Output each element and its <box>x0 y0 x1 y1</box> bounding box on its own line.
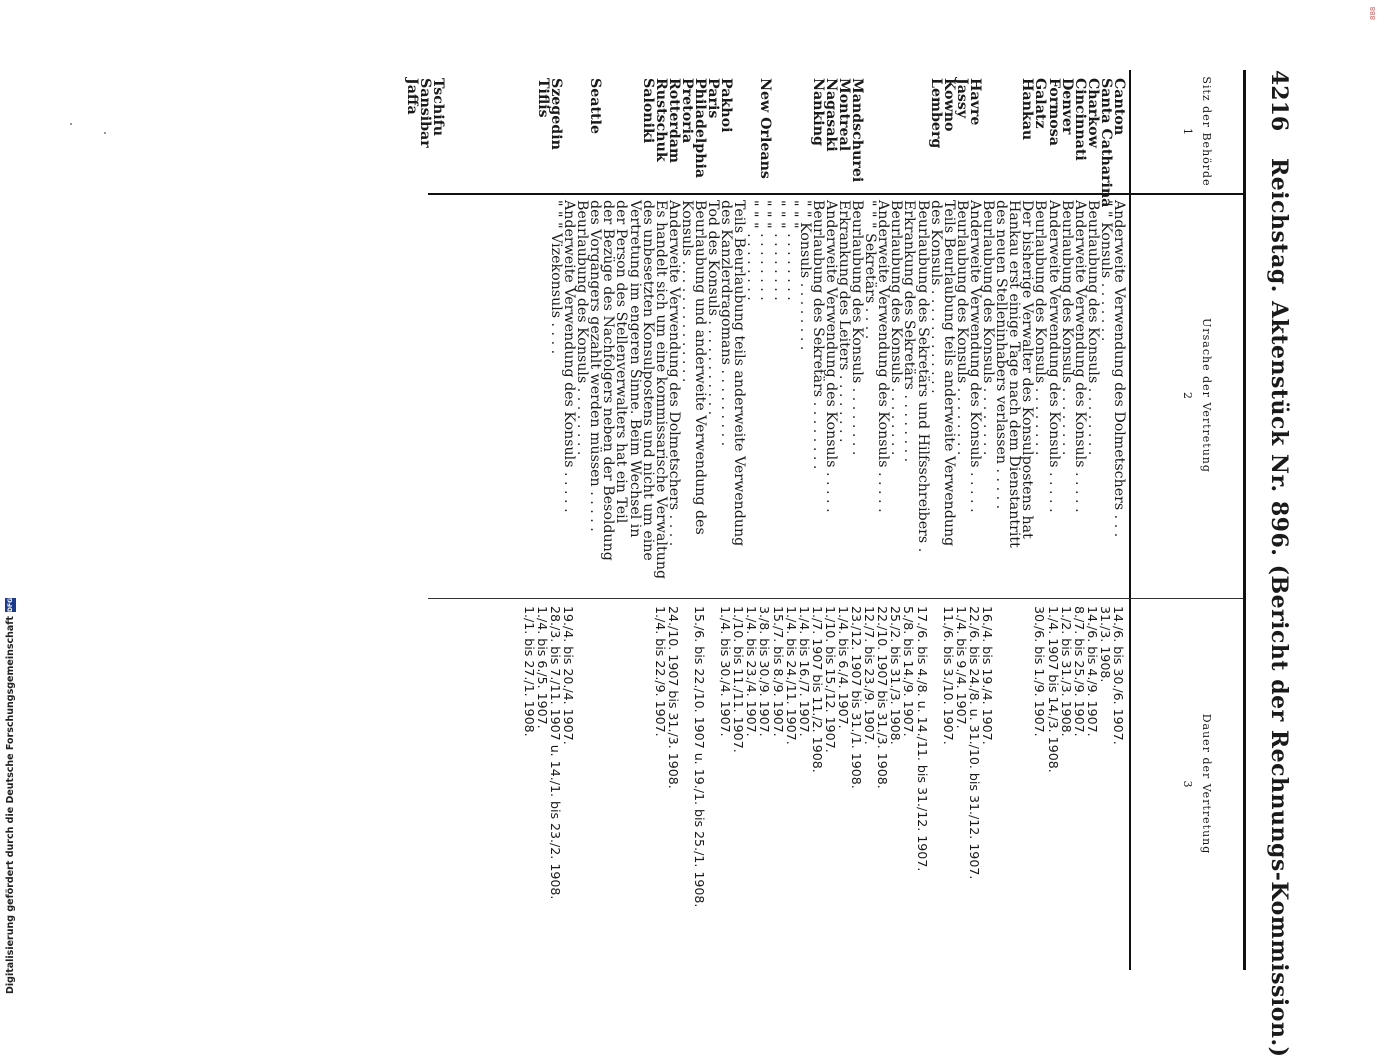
duration-cell <box>588 606 601 966</box>
seat-cell <box>916 78 929 190</box>
seat-cell: Montreal <box>836 78 853 152</box>
cause-cell: des Vorgängers gezahlt werden müssen . . . . . <box>587 200 604 532</box>
duration-cell <box>627 606 640 966</box>
cause-cell: der Person des Stellenverwalters hat ein Teil <box>613 200 630 524</box>
seat-cell: Nagasaki <box>822 78 839 152</box>
seat-cell <box>889 78 902 190</box>
seat-cell: Saloniki <box>639 78 656 144</box>
cause-cell: Anderweite Verwendung des Konsuls . . . . . <box>1045 200 1062 513</box>
cause-cell: Der bisherige Verwalter des Konsulpostens hat <box>1019 200 1036 539</box>
seat-cell: Rustschuk <box>652 78 669 162</box>
duration-cell: 1./4. bis 6./5. 1907. <box>534 606 550 729</box>
seat-cell: Paris <box>705 78 722 119</box>
duration-cell: 1./4. bis 9./4. 1907. <box>953 606 969 729</box>
seat-cell: Philadelphia <box>692 78 708 179</box>
seat-cell: Szegedin <box>547 78 564 150</box>
scanned-page <box>403 70 1298 1058</box>
seat-cell <box>1007 78 1020 190</box>
column-divider <box>428 598 1243 599</box>
duration-cell: 1./4. bis 24./11. 1907. <box>783 606 799 745</box>
duration-cell: 1./4. bis 22./9. 1907. <box>652 606 668 737</box>
seat-cell: Havre <box>966 78 983 126</box>
cause-cell: Anderweite Verwendung des Dolmetschers . . . . <box>665 200 682 547</box>
cause-cell: des neuen Stelleninhabers verlassen . . . . . <box>993 200 1010 510</box>
seat-cell <box>902 78 915 190</box>
duration-cell <box>614 606 627 966</box>
cause-cell: des Kanzlerdragomans . . . . . . . . . <box>718 200 735 447</box>
duration-cell: 12./7. bis 23./9. 1907. <box>862 606 878 745</box>
duration-cell: 14./6. bis 30./6. 1907. <box>1111 606 1126 745</box>
duration-cell: 1./2. bis 31./3. 1908. <box>1058 606 1074 737</box>
seat-cell <box>444 78 457 190</box>
cause-cell: Teils Beurlaubung teils anderweite Verwendung <box>731 200 748 547</box>
column-divider <box>428 193 1243 195</box>
cause-cell: Erkrankung des Sekretärs . . . . . . . . <box>901 200 918 463</box>
seat-cell: Tiflis <box>534 78 551 118</box>
column-title: Dauer der Vertretung <box>1200 713 1213 855</box>
duration-cell: 1./10. bis 15./12. 1907. <box>822 606 838 753</box>
duration-cell: 8./7. bis 25./9. 1907. <box>1071 606 1087 737</box>
cause-cell: Beurlaubung des Konsuls . . . . . . . . <box>1032 200 1049 456</box>
duration-cell: 24./10. 1907 bis 31./3. 1908. <box>665 606 681 789</box>
seat-cell: New Orleans <box>757 78 774 179</box>
duration-cell: 14./6. bis 4./9. 1907. <box>1084 606 1100 737</box>
seat-cell <box>798 78 811 190</box>
seat-cell: Canton <box>1111 78 1127 136</box>
duration-cell: 16./4. bis 19./4. 1907. <box>980 606 996 745</box>
duration-cell <box>1020 606 1033 966</box>
duration-cell: 1./4. bis 30./4. 1907. <box>718 606 734 737</box>
cause-cell: " " Konsuls . . . . . . . . <box>796 200 813 351</box>
cause-cell: " " " . . . . . . . . <box>770 200 787 301</box>
seat-cell <box>601 78 614 190</box>
duration-cell: 1./4. bis 23./4. 1907. <box>744 606 760 737</box>
seat-cell <box>876 78 889 190</box>
duration-cell: 30./6. bis 1./9. 1907. <box>1032 606 1048 737</box>
seat-cell: Jaffa <box>403 78 420 115</box>
duration-cell <box>641 606 654 966</box>
seat-cell <box>994 78 1007 190</box>
cause-cell: Vertretung im engeren Sinne. Beim Wechsel in <box>626 200 643 538</box>
dfg-logo: DFG <box>6 598 14 613</box>
seat-cell: Hankau <box>1019 78 1036 141</box>
cause-cell: " " " . . . . . . . . <box>757 200 774 301</box>
seat-cell: Seattle <box>587 78 604 134</box>
cause-cell: des Konsuls . . . . . . . . . . . . <box>927 200 944 394</box>
column-number: 1 <box>1181 128 1194 135</box>
cause-cell: " " " . . . . . . . . <box>783 200 800 301</box>
duration-cell <box>601 606 614 966</box>
funding-text: Digitalisierung gefördert durch die Deutsche Forschungsgemeinschaft <box>4 616 16 994</box>
seat-cell <box>497 78 510 190</box>
seat-cell: Pakhoi <box>718 78 735 133</box>
duration-cell: 23./12. 1907 bis 31./1. 1908. <box>849 606 865 789</box>
cause-cell: " " " Vizekonsuls . . . . <box>547 200 564 355</box>
duration-cell <box>1007 606 1020 966</box>
seat-column-rows <box>403 78 1127 208</box>
cause-cell: Beurlaubung des Konsuls . . . . . . . . <box>953 200 970 456</box>
duration-cell: 11./6. bis 3./10. 1907. <box>940 606 956 745</box>
seat-cell <box>510 78 523 190</box>
duration-cell: 1./4. 1907 bis 14./3. 1908. <box>1045 606 1061 773</box>
seat-cell <box>483 78 496 190</box>
cause-cell: Tod des Konsuls . . . . . . . . . . . <box>705 200 722 416</box>
seat-cell <box>627 78 640 190</box>
duration-cell: 5./8. bis 14./9. 1907. <box>901 606 917 737</box>
cause-column-rows <box>549 200 1125 592</box>
cause-cell: " " " Sekretärs . . . . <box>862 200 879 340</box>
cause-cell: Teils Beurlaubung teils anderweite Verwendung <box>940 200 957 547</box>
duration-cell <box>680 606 693 966</box>
seat-cell: Sansibar <box>417 78 434 148</box>
cause-cell: Anderweite Verwendung des Konsuls . . . . . <box>1071 200 1088 513</box>
seat-cell: Pretoria <box>678 78 695 144</box>
duration-cell: 1./4. bis 16./7. 1907. <box>796 606 812 737</box>
funding-notice <box>2 594 18 994</box>
duration-cell: 1./1. bis 27./1. 1908. <box>521 606 537 737</box>
duration-cell <box>706 606 719 966</box>
cause-cell: Beurlaubung und anderweite Verwendung des <box>692 200 708 535</box>
cause-cell: Erkrankung des Leiters . . . . . . . . <box>836 200 853 443</box>
seat-cell: Denver <box>1058 78 1075 135</box>
cause-cell: Beurlaubung des Konsuls . . . . . . . . <box>888 200 905 456</box>
seat-cell <box>745 78 758 190</box>
seat-cell: Mandschurei <box>849 78 866 183</box>
corner-mark: 888 <box>1369 6 1377 20</box>
cause-cell: Hankau erst einige Tage nach dem Dienstantritt <box>1006 200 1023 548</box>
duration-cell: 3./8. bis 30./9. 1907. <box>757 606 773 737</box>
column-header-duration <box>1129 598 1243 970</box>
duration-cell <box>929 606 942 966</box>
seat-cell <box>785 78 798 190</box>
cause-cell: " " " . . . . . . . . <box>744 200 761 301</box>
duration-cell <box>575 606 588 966</box>
seat-cell <box>470 78 483 190</box>
column-title: Ursache der Vertretung <box>1200 318 1213 473</box>
cause-cell: Anderweite Verwendung des Konsuls . . . . . <box>822 200 839 513</box>
cause-cell: Konsuls . . . . . . . . . . . . . . <box>678 200 695 383</box>
column-header-seat <box>1129 70 1243 193</box>
page-title: Reichstag. Aktenstück Nr. 896. (Bericht der Rechnungs-Kommission.) <box>1266 158 1292 1058</box>
seat-cell: Tschifu <box>430 78 447 137</box>
seat-cell: Lemberg <box>927 78 944 149</box>
page-number: 4216 <box>1266 70 1292 132</box>
duration-cell <box>994 606 1007 966</box>
duration-cell: 1./7. 1907 bis 11./2. 1908. <box>809 606 825 773</box>
cause-cell: Beurlaubung des Konsuls . . . . . . . . <box>849 200 866 456</box>
cause-cell: Beurlaubung des Konsuls . . . . . . . . <box>1084 200 1101 456</box>
cause-cell: Anderweite Verwendung des Konsuls . . . . . <box>561 200 578 513</box>
duration-cell: 22./10. 1907 bis 31./3. 1908. <box>875 606 891 789</box>
seat-cell <box>771 78 784 190</box>
duration-cell: 31./3. 1908. <box>1097 606 1113 683</box>
cause-cell: Es handelt sich um eine kommissarische Verwaltung <box>652 200 669 580</box>
seat-cell <box>457 78 470 190</box>
cause-cell: Anderweite Verwendung des Dolmetschers . . . <box>1111 200 1127 538</box>
duration-cell: 17./6. bis 4./8. u. 14./11. bis 31./12. 1907. <box>914 606 930 872</box>
seat-cell <box>575 78 588 190</box>
cause-cell: Beurlaubung des Konsuls . . . . . . . . <box>980 200 997 456</box>
column-title: Sitz der Behörde <box>1200 76 1213 187</box>
column-number: 3 <box>1181 780 1194 788</box>
page-header <box>1252 70 1298 1058</box>
cause-cell: Beurlaubung des Konsuls . . . . . . . . <box>1058 200 1075 456</box>
cause-cell: Anderweite Verwendung des Konsuls . . . . . <box>966 200 983 513</box>
seat-cell: Galatz <box>1032 78 1049 129</box>
seat-cell: Cincinnati <box>1071 78 1088 161</box>
scan-speck <box>70 123 72 125</box>
duration-column-rows <box>523 606 1125 966</box>
duration-cell: 15./7. bis 8./9. 1907. <box>770 606 786 737</box>
cause-cell: " " Konsuls . . . . . . . <box>1097 200 1114 342</box>
seat-cell: Formosa <box>1045 78 1062 146</box>
seat-cell: Jassy <box>953 78 970 119</box>
duration-cell: 28./3. bis 7./11. 1907 u. 14./1. bis 23./2. 1908. <box>547 606 563 900</box>
seat-cell: Kowno <box>940 78 957 132</box>
cause-cell: der Bezüge des Nachfolgers neben der Besoldung <box>600 200 617 561</box>
seat-cell: Charkow <box>1084 78 1101 148</box>
duration-cell: 22./6. bis 24./8. u. 31./10. bis 31./12. 1907. <box>966 606 982 880</box>
seat-cell <box>732 78 745 190</box>
seat-cell: Santa Catharina <box>1097 78 1114 208</box>
seat-cell <box>863 78 876 190</box>
seat-cell: Rotterdam <box>665 78 682 163</box>
duration-cell: 1./4. bis 6./4. 1907. <box>836 606 852 729</box>
cause-cell: Beurlaubung des Sekretärs . . . . . . . . <box>809 200 826 470</box>
seat-cell <box>523 78 536 190</box>
cause-cell: des unbesetzten Konsulpostens und nicht um eine <box>639 200 656 561</box>
seat-cell: Nanking <box>809 78 826 146</box>
seat-cell <box>614 78 627 190</box>
column-header-cause <box>1129 193 1243 598</box>
cause-cell: Beurlaubung des Konsuls . . . . . . . . <box>574 200 591 456</box>
cause-cell: Beurlaubung des Sekretärs und Hilfsschreibers . <box>914 200 931 553</box>
duration-cell: 25./2. bis 31./3. 1908. <box>888 606 904 745</box>
column-number: 2 <box>1181 392 1194 399</box>
representation-table <box>403 70 1246 970</box>
duration-cell: 15./6. bis 22./10. 1907 u. 19./1. bis 25./1. 1908. <box>692 606 707 908</box>
scan-speck <box>104 132 106 134</box>
duration-cell: 1./10. bis 11./11. 1907. <box>731 606 747 753</box>
duration-cell: 19./4. bis 20./4. 1907. <box>561 606 577 745</box>
cause-cell: Anderweite Verwendung des Konsuls . . . . . <box>875 200 892 513</box>
